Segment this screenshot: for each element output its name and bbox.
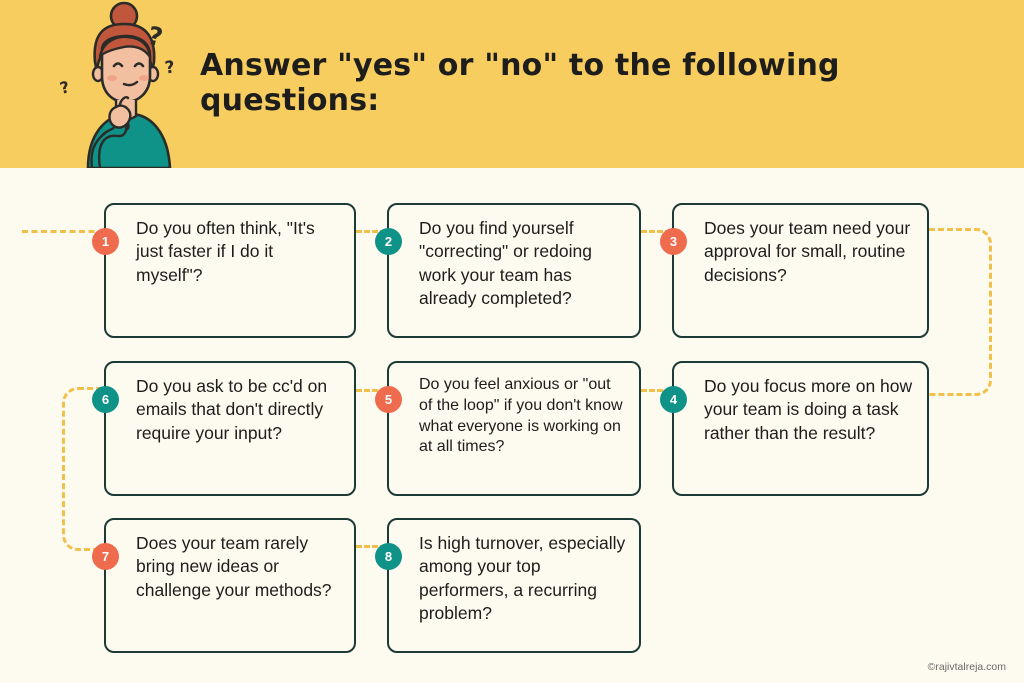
question-text: Do you feel anxious or "out of the loop" if you don't know what everyone is working on at all times? (419, 376, 623, 456)
question-card[interactable] (101, 203, 356, 338)
question-number-badge: 8 (375, 543, 402, 570)
question-card[interactable] (384, 518, 641, 653)
question-number-badge: 5 (375, 386, 402, 413)
header-band (0, 0, 1024, 168)
credit-text: ©rajivtalreja.com (927, 661, 1006, 673)
connector-entry (22, 230, 104, 233)
question-card[interactable] (669, 361, 929, 496)
connector-3-4 (929, 228, 992, 396)
question-number-badge: 4 (660, 386, 687, 413)
question-text: Does your team rarely bring new ideas or challenge your methods? (136, 533, 332, 600)
question-text: Do you ask to be cc'd on emails that don't directly require your input? (136, 376, 328, 443)
question-card[interactable] (101, 361, 356, 496)
question-number-badge: 2 (375, 228, 402, 255)
question-mark-icon: ? (57, 77, 72, 98)
question-text: Do you focus more on how your team is doing a task rather than the result? (704, 376, 913, 443)
question-number-badge: 7 (92, 543, 119, 570)
question-card[interactable] (384, 203, 641, 338)
question-text: Do you find yourself "correcting" or redoing work your team has already completed? (419, 218, 592, 308)
thinking-person-illustration (52, 0, 217, 168)
question-card[interactable] (101, 518, 356, 653)
question-mark-icon: ? (163, 57, 177, 79)
page-title: Answer "yes" or "no" to the following questions: (200, 48, 840, 118)
question-text: Do you often think, "It's just faster if I do it myself"? (136, 218, 315, 285)
question-number-badge: 1 (92, 228, 119, 255)
question-card[interactable] (384, 361, 641, 496)
question-number-badge: 3 (660, 228, 687, 255)
question-number-badge: 6 (92, 386, 119, 413)
question-text: Does your team need your approval for small, routine decisions? (704, 218, 911, 285)
question-text: Is high turnover, especially among your top performers, a recurring problem? (419, 533, 626, 623)
question-mark-icon: ? (145, 20, 166, 53)
question-card[interactable] (669, 203, 929, 338)
